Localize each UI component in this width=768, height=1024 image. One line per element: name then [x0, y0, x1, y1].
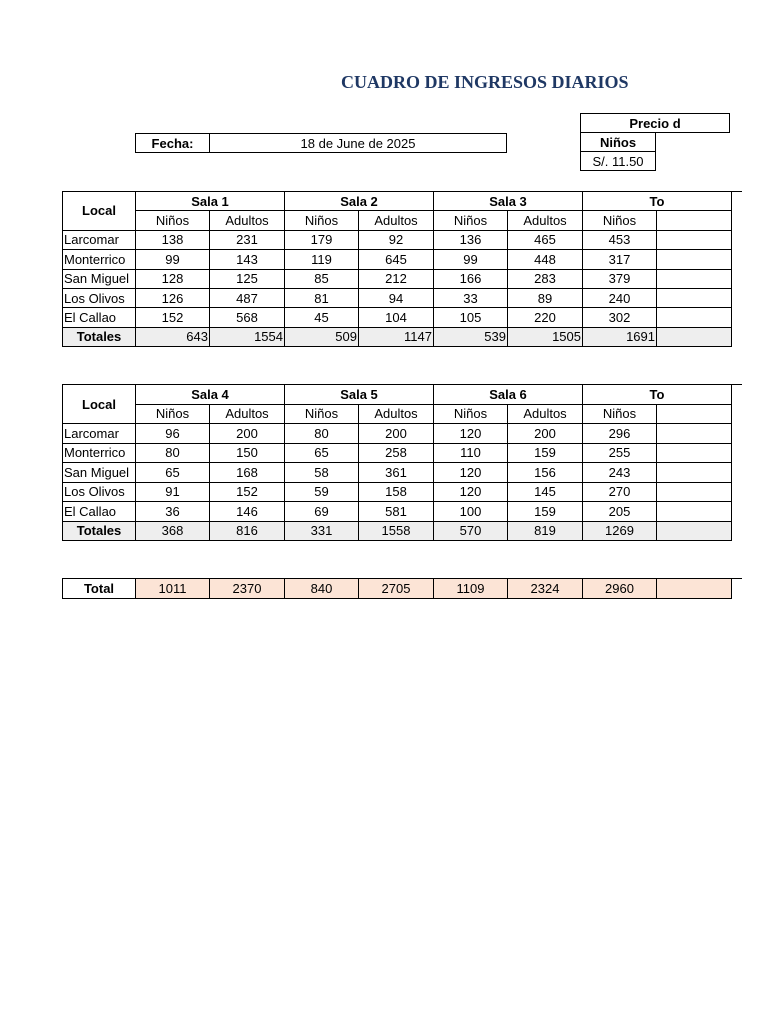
subheader-cell — [657, 211, 732, 230]
group-header: Sala 6 — [434, 385, 583, 405]
table-sala-4-6 — [62, 384, 665, 541]
totals-cell: 1269 — [583, 522, 657, 542]
totals-cell: 1691 — [583, 328, 657, 347]
fecha-label: Fecha: — [136, 134, 210, 153]
data-cell[interactable] — [657, 463, 732, 483]
grand-total-cell: 2370 — [210, 579, 285, 599]
totals-cell — [657, 328, 732, 347]
subheader-cell: Adultos — [508, 211, 583, 230]
data-cell[interactable] — [657, 444, 732, 464]
fecha-value[interactable]: 18 de June de 2025 — [210, 134, 507, 153]
data-cell[interactable]: 453 — [583, 231, 657, 250]
data-cell[interactable]: 296 — [583, 424, 657, 444]
subheader-cell — [657, 405, 732, 425]
row-local-label: Los Olivos — [63, 483, 136, 503]
data-cell[interactable] — [657, 270, 732, 289]
data-cell[interactable]: 270 — [583, 483, 657, 503]
data-cell[interactable]: 125 — [210, 270, 285, 289]
row-local-label: El Callao — [63, 308, 136, 327]
row-local-label: Larcomar — [63, 231, 136, 250]
subheader-cell: Niños — [285, 211, 359, 230]
row-local-label: San Miguel — [63, 463, 136, 483]
group-header: To — [583, 192, 732, 211]
data-cell[interactable]: 110 — [434, 444, 508, 464]
fecha-box — [135, 133, 507, 153]
data-cell[interactable]: 487 — [210, 289, 285, 308]
table-sala-1-3 — [62, 191, 665, 347]
local-header: Local — [63, 192, 136, 231]
totals-cell: 509 — [285, 328, 359, 347]
grand-total-cell: 1011 — [136, 579, 210, 599]
grand-total-cell: 2324 — [508, 579, 583, 599]
totals-cell: 539 — [434, 328, 508, 347]
data-cell[interactable]: 143 — [210, 250, 285, 269]
data-cell[interactable]: 465 — [508, 231, 583, 250]
totals-cell: 816 — [210, 522, 285, 542]
data-cell[interactable]: 33 — [434, 289, 508, 308]
data-cell[interactable]: 81 — [285, 289, 359, 308]
data-cell[interactable]: 205 — [583, 502, 657, 522]
group-header: To — [583, 385, 732, 405]
data-cell[interactable]: 581 — [359, 502, 434, 522]
data-cell[interactable]: 119 — [285, 250, 359, 269]
data-cell[interactable]: 94 — [359, 289, 434, 308]
totals-cell: 643 — [136, 328, 210, 347]
row-local-label: El Callao — [63, 502, 136, 522]
subheader-cell: Adultos — [210, 405, 285, 425]
data-cell[interactable]: 128 — [136, 270, 210, 289]
subheader-cell: Niños — [136, 405, 210, 425]
data-cell[interactable]: 145 — [508, 483, 583, 503]
data-cell[interactable]: 65 — [285, 444, 359, 464]
data-cell[interactable] — [657, 483, 732, 503]
data-cell[interactable]: 283 — [508, 270, 583, 289]
data-cell[interactable]: 448 — [508, 250, 583, 269]
data-cell[interactable]: 156 — [508, 463, 583, 483]
grand-total-cell: 1109 — [434, 579, 508, 599]
grand-total-label: Total — [63, 579, 136, 599]
totals-cell: 1554 — [210, 328, 285, 347]
row-local-label: San Miguel — [63, 270, 136, 289]
data-cell[interactable]: 159 — [508, 444, 583, 464]
group-header: Sala 4 — [136, 385, 285, 405]
totals-cell: 1558 — [359, 522, 434, 542]
data-cell[interactable]: 212 — [359, 270, 434, 289]
local-header: Local — [63, 385, 136, 424]
data-cell[interactable]: 104 — [359, 308, 434, 327]
data-cell[interactable]: 136 — [434, 231, 508, 250]
page-title: CUADRO DE INGRESOS DIARIOS — [341, 72, 629, 92]
totals-label: Totales — [63, 522, 136, 542]
data-cell[interactable]: 200 — [359, 424, 434, 444]
data-cell[interactable]: 126 — [136, 289, 210, 308]
data-cell[interactable]: 85 — [285, 270, 359, 289]
data-cell[interactable]: 120 — [434, 463, 508, 483]
row-local-label: Los Olivos — [63, 289, 136, 308]
grand-total-row — [62, 578, 656, 599]
subheader-cell: Adultos — [508, 405, 583, 425]
data-cell[interactable]: 92 — [359, 231, 434, 250]
row-local-label: Monterrico — [63, 250, 136, 269]
data-cell[interactable]: 302 — [583, 308, 657, 327]
data-cell[interactable]: 45 — [285, 308, 359, 327]
data-cell[interactable]: 255 — [583, 444, 657, 464]
data-cell[interactable]: 379 — [583, 270, 657, 289]
grand-total-cell — [657, 579, 732, 599]
data-cell[interactable]: 243 — [583, 463, 657, 483]
data-cell[interactable]: 220 — [508, 308, 583, 327]
group-header: Sala 3 — [434, 192, 583, 211]
precio-box — [580, 113, 681, 171]
data-cell[interactable]: 166 — [434, 270, 508, 289]
data-cell[interactable]: 231 — [210, 231, 285, 250]
data-cell[interactable] — [657, 289, 732, 308]
data-cell[interactable] — [657, 250, 732, 269]
precio-header: Precio d — [581, 114, 730, 133]
data-cell[interactable]: 146 — [210, 502, 285, 522]
data-cell[interactable]: 361 — [359, 463, 434, 483]
subheader-cell: Niños — [285, 405, 359, 425]
data-cell[interactable]: 99 — [434, 250, 508, 269]
data-cell[interactable]: 158 — [359, 483, 434, 503]
group-header: Sala 1 — [136, 192, 285, 211]
data-cell[interactable] — [657, 308, 732, 327]
data-cell[interactable]: 99 — [136, 250, 210, 269]
grand-total-cell: 840 — [285, 579, 359, 599]
row-local-label: Larcomar — [63, 424, 136, 444]
subheader-cell: Niños — [583, 211, 657, 230]
data-cell[interactable]: 645 — [359, 250, 434, 269]
subheader-cell: Adultos — [210, 211, 285, 230]
subheader-cell: Adultos — [359, 211, 434, 230]
data-cell[interactable]: 105 — [434, 308, 508, 327]
totals-cell: 819 — [508, 522, 583, 542]
data-cell[interactable]: 65 — [136, 463, 210, 483]
subheader-cell: Niños — [583, 405, 657, 425]
totals-cell: 368 — [136, 522, 210, 542]
totals-cell: 570 — [434, 522, 508, 542]
data-cell[interactable]: 200 — [508, 424, 583, 444]
data-cell[interactable]: 89 — [508, 289, 583, 308]
subheader-cell: Adultos — [359, 405, 434, 425]
group-header: Sala 2 — [285, 192, 434, 211]
data-cell[interactable]: 80 — [285, 424, 359, 444]
data-cell[interactable] — [657, 424, 732, 444]
data-cell[interactable]: 258 — [359, 444, 434, 464]
data-cell[interactable] — [657, 231, 732, 250]
data-cell[interactable]: 159 — [508, 502, 583, 522]
precio-ninos-value[interactable]: S/. 11.50 — [581, 152, 656, 171]
group-header: Sala 5 — [285, 385, 434, 405]
grand-total-cell: 2705 — [359, 579, 434, 599]
totals-label: Totales — [63, 328, 136, 347]
data-cell[interactable]: 59 — [285, 483, 359, 503]
data-cell[interactable]: 168 — [210, 463, 285, 483]
data-cell[interactable]: 240 — [583, 289, 657, 308]
data-cell[interactable]: 317 — [583, 250, 657, 269]
subheader-cell: Niños — [136, 211, 210, 230]
data-cell[interactable]: 120 — [434, 483, 508, 503]
data-cell[interactable]: 200 — [210, 424, 285, 444]
data-cell[interactable]: 58 — [285, 463, 359, 483]
data-cell[interactable]: 138 — [136, 231, 210, 250]
totals-cell: 1147 — [359, 328, 434, 347]
row-local-label: Monterrico — [63, 444, 136, 464]
data-cell[interactable]: 91 — [136, 483, 210, 503]
subheader-cell: Niños — [434, 211, 508, 230]
totals-cell: 331 — [285, 522, 359, 542]
data-cell[interactable]: 100 — [434, 502, 508, 522]
grand-total-cell: 2960 — [583, 579, 657, 599]
data-cell[interactable]: 80 — [136, 444, 210, 464]
data-cell[interactable]: 179 — [285, 231, 359, 250]
precio-ninos-label: Niños — [581, 133, 656, 152]
data-cell[interactable]: 96 — [136, 424, 210, 444]
data-cell[interactable]: 568 — [210, 308, 285, 327]
subheader-cell: Niños — [434, 405, 508, 425]
data-cell[interactable]: 150 — [210, 444, 285, 464]
data-cell[interactable] — [657, 502, 732, 522]
totals-cell — [657, 522, 732, 542]
totals-cell: 1505 — [508, 328, 583, 347]
data-cell[interactable]: 152 — [210, 483, 285, 503]
data-cell[interactable]: 69 — [285, 502, 359, 522]
data-cell[interactable]: 36 — [136, 502, 210, 522]
data-cell[interactable]: 120 — [434, 424, 508, 444]
data-cell[interactable]: 152 — [136, 308, 210, 327]
